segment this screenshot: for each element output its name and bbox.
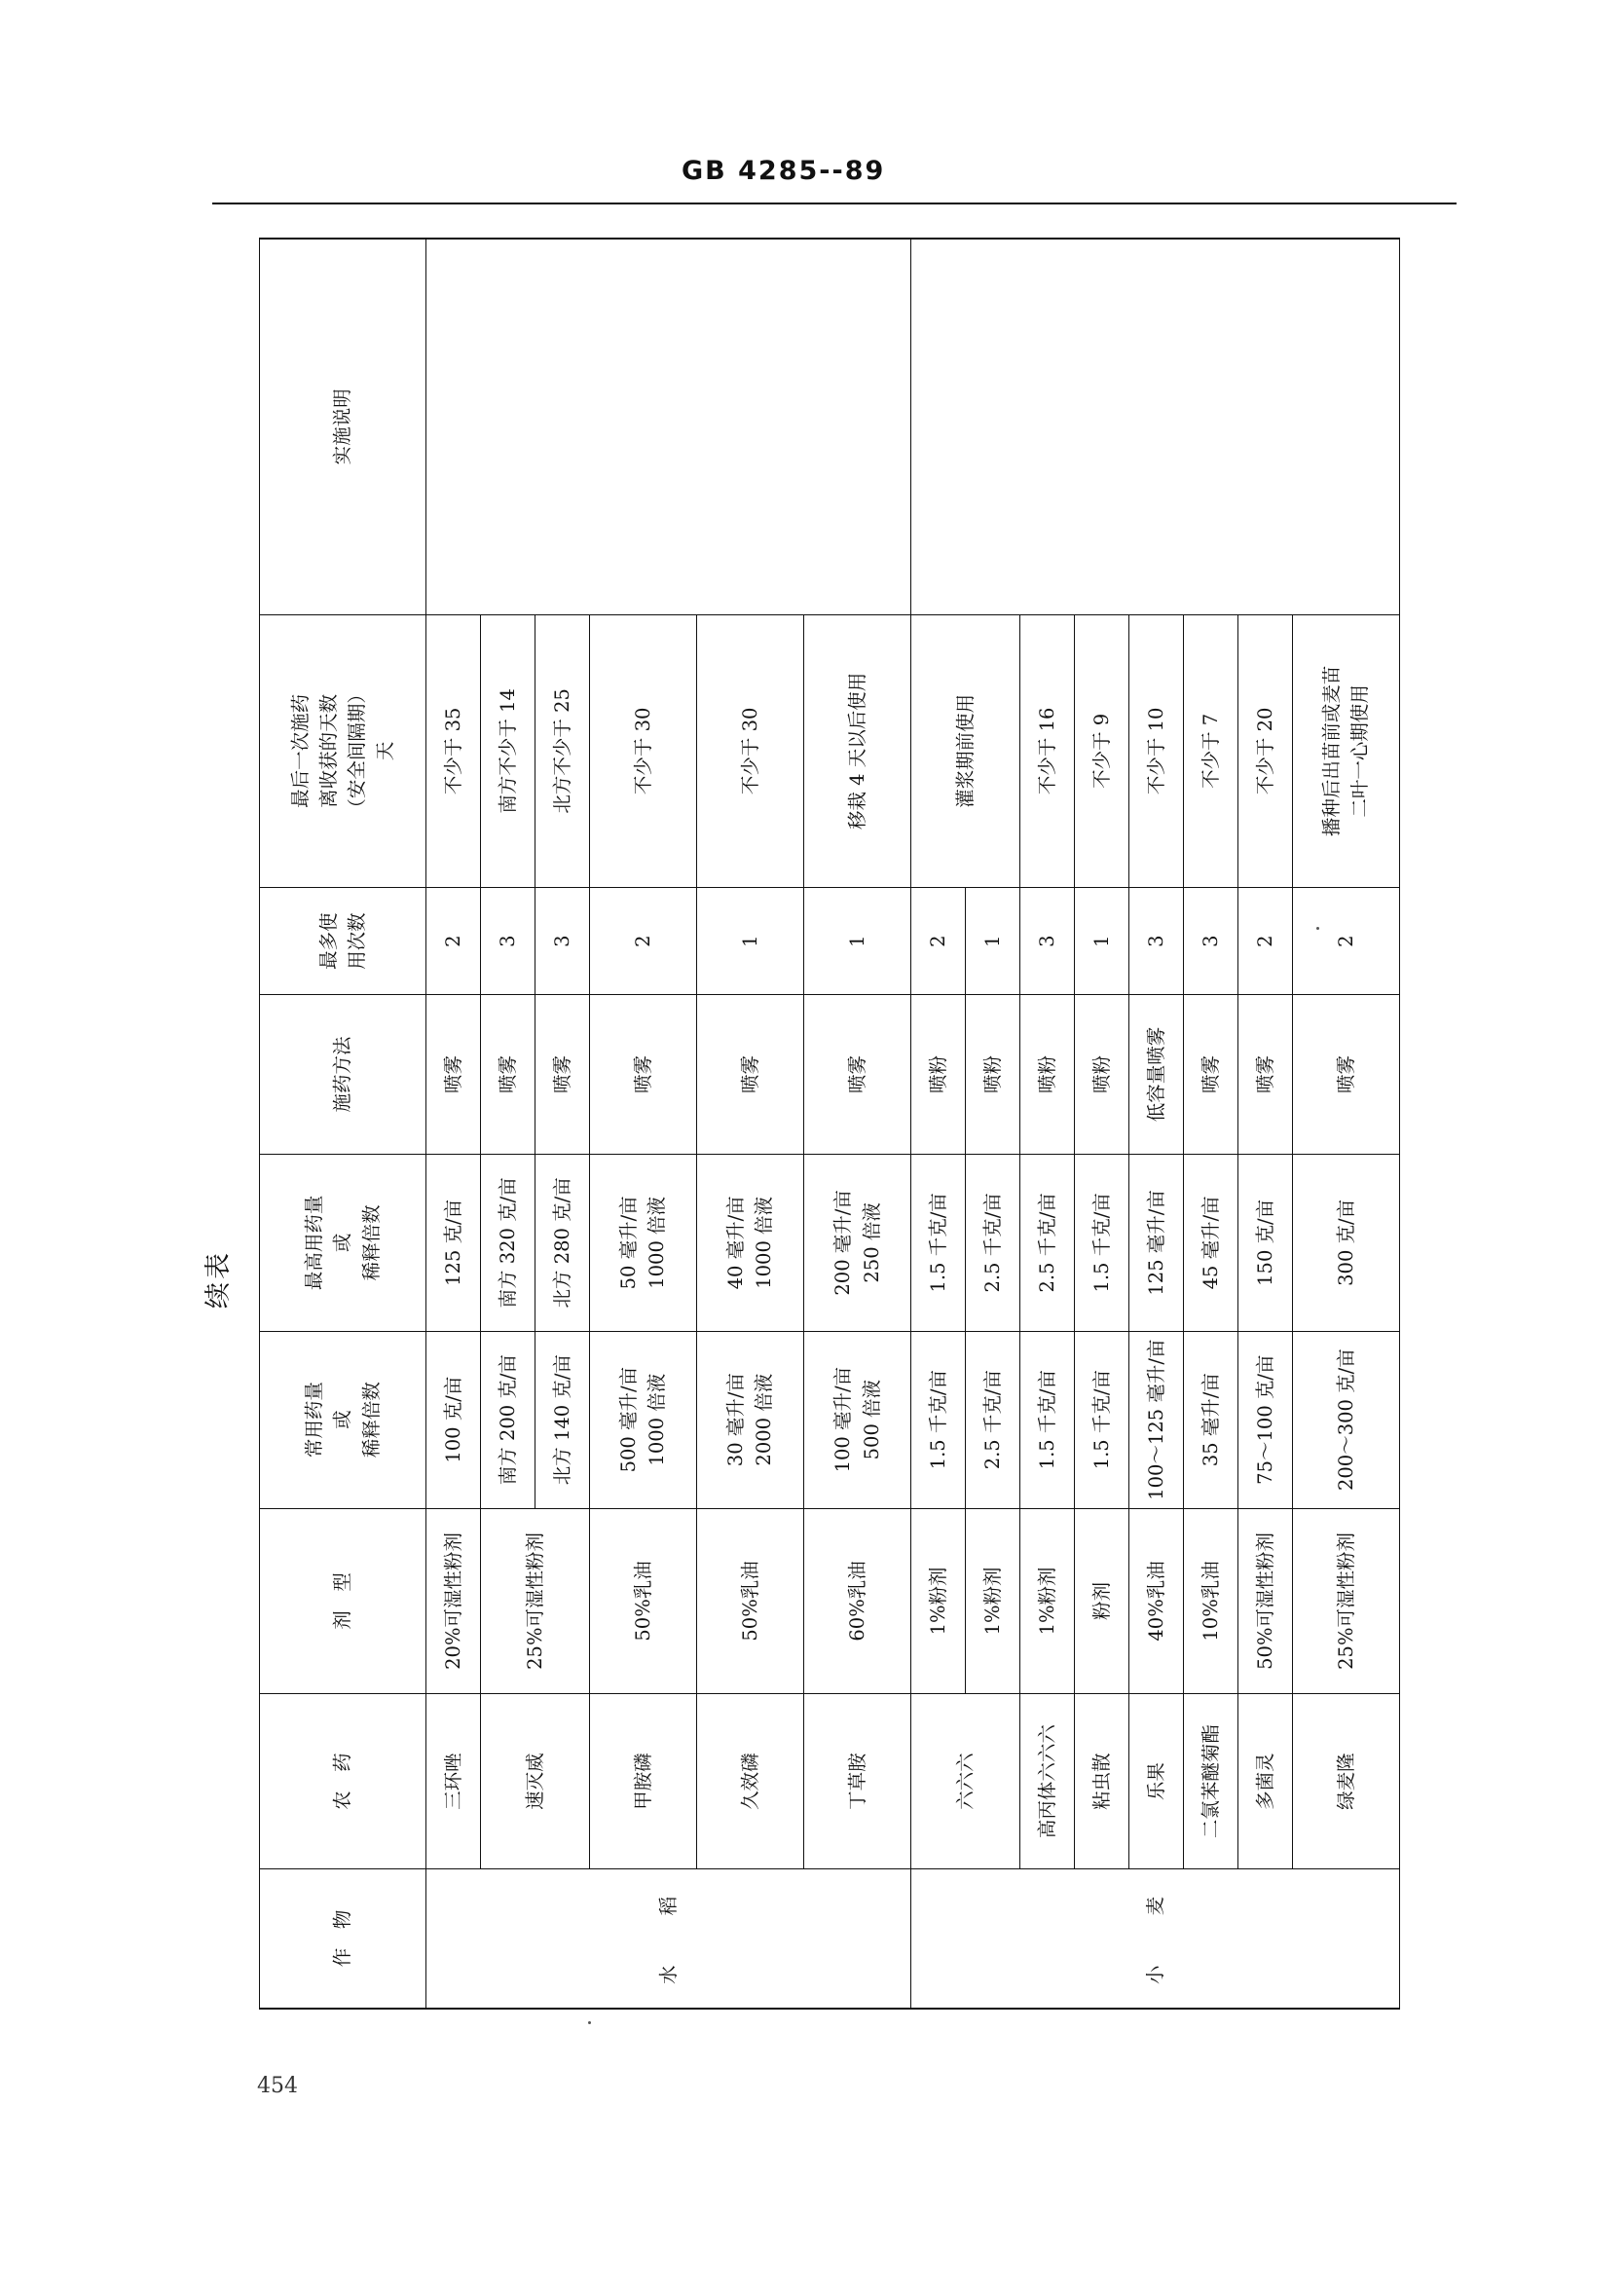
page-header: GB 4285--89 [682, 156, 886, 186]
method-cell: 喷雾 [480, 995, 535, 1155]
method-cell: 低容量喷雾 [1128, 995, 1183, 1155]
max-times-cell: 3 [535, 888, 589, 995]
formulation-cell: 粉剂 [1074, 1508, 1128, 1694]
max-times-cell: 3 [480, 888, 535, 995]
pesticide-cell: 速灭威 [480, 1694, 589, 1869]
usual-dose-cell: 100 克/亩 [426, 1331, 481, 1508]
usual-dose-cell: 200～300 克/亩 [1292, 1331, 1399, 1508]
pesticide-cell: 甲胺磷 [589, 1694, 696, 1869]
interval-cell: 北方不少于 25 [535, 614, 589, 888]
pesticide-usage-table [259, 238, 1400, 2010]
header-rule [212, 203, 1457, 204]
formulation-cell: 1%粉剂 [1020, 1508, 1075, 1694]
col-header-method: 施药方法 [260, 995, 426, 1155]
interval-cell: 不少于 16 [1020, 614, 1075, 888]
formulation-cell: 25%可湿性粉剂 [1292, 1508, 1399, 1694]
notes-cell-wheat [911, 239, 1400, 614]
usual-dose-cell: 北方 140 克/亩 [535, 1331, 589, 1508]
interval-cell: 不少于 30 [696, 614, 803, 888]
formulation-cell: 50%乳油 [696, 1508, 803, 1694]
max-dose-cell: 50 毫升/亩 1000 倍液 [589, 1154, 696, 1331]
notes-cell-rice [426, 239, 911, 614]
interval-cell: 不少于 7 [1183, 614, 1237, 888]
col-header-max-times: 最多使 用次数 [260, 888, 426, 995]
method-cell: 喷雾 [1292, 995, 1399, 1155]
max-dose-cell: 300 克/亩 [1292, 1154, 1399, 1331]
usual-dose-cell: 35 毫升/亩 [1183, 1331, 1237, 1508]
usual-dose-cell: 1.5 千克/亩 [1020, 1331, 1075, 1508]
interval-cell: 不少于 10 [1128, 614, 1183, 888]
max-times-cell: 3 [1020, 888, 1075, 995]
interval-cell: 不少于 30 [589, 614, 696, 888]
col-header-notes: 实施说明 [260, 239, 426, 614]
usual-dose-cell: 1.5 千克/亩 [1074, 1331, 1128, 1508]
max-dose-cell: 南方 320 克/亩 [480, 1154, 535, 1331]
usual-dose-cell: 500 毫升/亩 1000 倍液 [589, 1331, 696, 1508]
method-cell: 喷粉 [911, 995, 966, 1155]
interval-cell: 不少于 35 [426, 614, 481, 888]
method-cell: 喷粉 [1074, 995, 1128, 1155]
formulation-cell: 10%乳油 [1183, 1508, 1237, 1694]
max-times-cell: 2 [589, 888, 696, 995]
continued-label: 续表 [203, 1250, 234, 1309]
table-row [911, 239, 966, 2009]
max-dose-cell: 2.5 千克/亩 [966, 1154, 1020, 1331]
method-cell: 喷雾 [804, 995, 911, 1155]
usual-dose-cell: 100～125 毫升/亩 [1128, 1331, 1183, 1508]
usual-dose-cell: 75～100 克/亩 [1237, 1331, 1292, 1508]
max-dose-cell: 40 毫升/亩 1000 倍液 [696, 1154, 803, 1331]
col-header-usual-dose: 常用药量 或 稀释倍数 [260, 1331, 426, 1508]
max-times-cell: 2 [1237, 888, 1292, 995]
formulation-cell: 20%可湿性粉剂 [426, 1508, 481, 1694]
usual-dose-cell: 南方 200 克/亩 [480, 1331, 535, 1508]
pesticide-cell: 高丙体六六六 [1020, 1694, 1075, 1869]
formulation-cell: 1%粉剂 [966, 1508, 1020, 1694]
max-times-cell: 3 [1183, 888, 1237, 995]
formulation-cell: 1%粉剂 [911, 1508, 966, 1694]
col-header-max-dose: 最高用药量 或 稀释倍数 [260, 1154, 426, 1331]
interval-cell: 播种后出苗前或麦苗 二叶一心期使用 [1292, 614, 1399, 888]
pesticide-cell: 多菌灵 [1237, 1694, 1292, 1869]
method-cell: 喷粉 [1020, 995, 1075, 1155]
method-cell: 喷雾 [1237, 995, 1292, 1155]
usual-dose-cell: 100 毫升/亩 500 倍液 [804, 1331, 911, 1508]
formulation-cell: 40%乳油 [1128, 1508, 1183, 1694]
pesticide-cell: 乐果 [1128, 1694, 1183, 1869]
max-dose-cell: 1.5 千克/亩 [1074, 1154, 1128, 1331]
page-number: 454 [257, 2074, 298, 2098]
max-dose-cell: 北方 280 克/亩 [535, 1154, 589, 1331]
max-dose-cell: 150 克/亩 [1237, 1154, 1292, 1331]
interval-cell: 不少于 9 [1074, 614, 1128, 888]
max-dose-cell: 45 毫升/亩 [1183, 1154, 1237, 1331]
pesticide-cell: 绿麦隆 [1292, 1694, 1399, 1869]
col-header-formulation: 剂 型 [260, 1508, 426, 1694]
max-times-cell: 2 [426, 888, 481, 995]
pesticide-cell: 久效磷 [696, 1694, 803, 1869]
usual-dose-cell: 2.5 千克/亩 [966, 1331, 1020, 1508]
crop-cell-rice: 水 稻 [426, 1868, 911, 2009]
rotated-table-block [203, 238, 1400, 2010]
pesticide-cell: 三环唑 [426, 1694, 481, 1869]
method-cell: 喷雾 [1183, 995, 1237, 1155]
interval-cell: 南方不少于 14 [480, 614, 535, 888]
usual-dose-cell: 1.5 千克/亩 [911, 1331, 966, 1508]
max-times-cell: 3 [1128, 888, 1183, 995]
method-cell: 喷雾 [535, 995, 589, 1155]
method-cell: 喷雾 [589, 995, 696, 1155]
interval-cell: 移栽 4 天以后使用 [804, 614, 911, 888]
formulation-cell: 25%可湿性粉剂 [480, 1508, 589, 1694]
max-times-cell: 1 [696, 888, 803, 995]
usual-dose-cell: 30 毫升/亩 2000 倍液 [696, 1331, 803, 1508]
method-cell: 喷雾 [696, 995, 803, 1155]
max-dose-cell: 125 克/亩 [426, 1154, 481, 1331]
pesticide-cell: 丁草胺 [804, 1694, 911, 1869]
scan-speck [1316, 927, 1319, 930]
col-header-pesticide: 农 药 [260, 1694, 426, 1869]
formulation-cell: 50%可湿性粉剂 [1237, 1508, 1292, 1694]
max-dose-cell: 200 毫升/亩 250 倍液 [804, 1154, 911, 1331]
max-dose-cell: 2.5 千克/亩 [1020, 1154, 1075, 1331]
max-dose-cell: 1.5 千克/亩 [911, 1154, 966, 1331]
max-times-cell: 2 [1292, 888, 1399, 995]
col-header-interval: 最后一次施药 离收获的天数 （安全间隔期） 天 [260, 614, 426, 888]
pesticide-cell: 六六六 [911, 1694, 1020, 1869]
table-header-row [260, 239, 426, 2009]
crop-cell-wheat: 小 麦 [911, 1868, 1400, 2009]
method-cell: 喷雾 [426, 995, 481, 1155]
scan-speck [588, 2021, 591, 2024]
max-times-cell: 2 [911, 888, 966, 995]
max-times-cell: 1 [1074, 888, 1128, 995]
table-row [426, 239, 481, 2009]
max-times-cell: 1 [804, 888, 911, 995]
col-header-crop: 作 物 [260, 1868, 426, 2009]
method-cell: 喷粉 [966, 995, 1020, 1155]
pesticide-cell: 二氯苯醚菊酯 [1183, 1694, 1237, 1869]
interval-cell: 灌浆期前使用 [911, 614, 1020, 888]
pesticide-cell: 粘虫散 [1074, 1694, 1128, 1869]
formulation-cell: 50%乳油 [589, 1508, 696, 1694]
formulation-cell: 60%乳油 [804, 1508, 911, 1694]
interval-cell: 不少于 20 [1237, 614, 1292, 888]
max-times-cell: 1 [966, 888, 1020, 995]
max-dose-cell: 125 毫升/亩 [1128, 1154, 1183, 1331]
